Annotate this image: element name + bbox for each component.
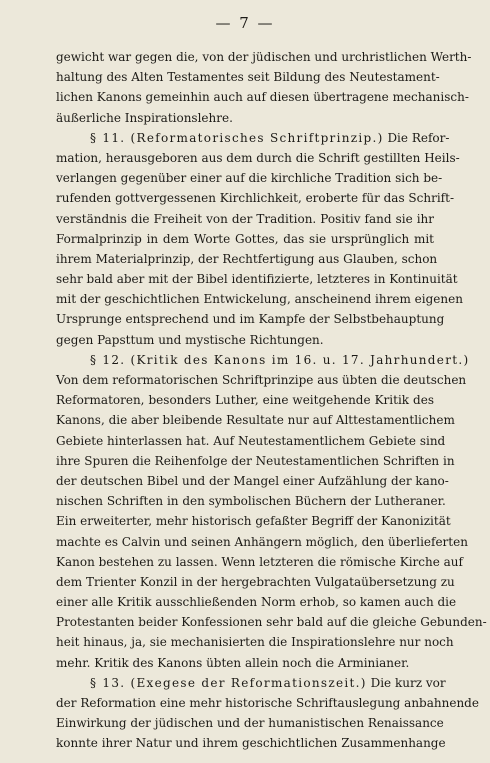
body-text xyxy=(56,47,487,754)
text-line: gegen Papsttum und mystische Richtungen. xyxy=(56,332,324,347)
text-line: Kanons, die aber bleibende Resultate nur auf Alttestamentlichem xyxy=(56,413,455,428)
text-line: der deutschen Bibel und der Mangel einer Aufzählung der kano- xyxy=(56,473,449,488)
text-line: mit der geschichtlichen Entwickelung, anscheinend ihrem eigenen xyxy=(56,292,463,307)
text-line: Protestanten beider Konfessionen sehr bald auf die gleiche Gebunden- xyxy=(56,615,487,630)
page-number: — 7 — xyxy=(215,14,275,32)
text-line: der Reformation eine mehr historische Schriftauslegung anbahnende xyxy=(56,696,479,710)
text-line: verlangen gegenüber einer auf die kirchliche Tradition sich be- xyxy=(56,171,443,186)
text-line: Reformatoren, besonders Luther, eine weitgehende Kritik des xyxy=(56,393,434,408)
text-line: ihrem Materialprinzip, der Rechtfertigung aus Glauben, schon xyxy=(56,251,438,266)
text-line: mation, herausgeboren aus dem durch die Schrift gestillten Heils- xyxy=(56,150,460,165)
text-line: Von dem reformatorischen Schriftprinzipe aus übten die deutschen xyxy=(56,373,467,387)
text-line: sehr bald aber mit der Bibel identifizierte, letzteres in Kontinuität xyxy=(56,272,458,287)
text-line: rufenden gottvergessenen Kirchlichkeit, eroberte für das Schrift- xyxy=(56,191,454,206)
text-fragment: Die Refor- xyxy=(387,130,450,145)
section-heading: § 11. (Reformatorisches Schriftprinzip.) xyxy=(90,130,384,145)
text-line: äußerliche Inspirationslehre. xyxy=(56,110,233,125)
text-line: konnte ihrer Natur und ihrem geschichtlichen Zusammenhange xyxy=(56,736,446,751)
text-line: Ursprunge entsprechend und im Kampfe der Selbstbehauptung xyxy=(56,312,445,327)
text-line: nischen Schriften in den symbolischen Büchern der Lutheraner. xyxy=(56,494,446,509)
text-line: Formalprinzip in dem Worte Gottes, das sie ursprünglich mit xyxy=(56,231,434,246)
section-12-first-line xyxy=(56,350,470,370)
section-heading: § 13. (Exegese der Reformationszeit.) xyxy=(90,675,367,690)
text-line: lichen Kanons gemeinhin auch auf diesen übertragene mechanisch- xyxy=(56,90,469,105)
text-line: ihre Spuren die Reihenfolge der Neutestamentlichen Schriften in xyxy=(56,453,455,468)
text-line: Einwirkung der jüdischen und der humanistischen Renaissance xyxy=(56,716,444,731)
text-line: Kanon bestehen zu lassen. Wenn letzteren die römische Kirche auf xyxy=(56,554,463,569)
text-line: dem Trienter Konzil in der hergebrachten Vulgataübersetzung zu xyxy=(56,574,455,589)
text-line: machte es Calvin und seinen Anhängern möglich, den überlieferten xyxy=(56,534,468,549)
text-line: Ein erweiterter, mehr historisch gefaßter Begriff der Kanonizität xyxy=(56,514,451,529)
text-line: einer alle Kritik ausschließenden Norm erhob, so kamen auch die xyxy=(56,595,457,610)
text-line: verständnis die Freiheit von der Tradition. Positiv fand sie ihr xyxy=(56,211,434,226)
text-line: heit hinaus, ja, sie mechanisierten die Inspirationslehre nur noch xyxy=(56,635,454,650)
text-line: gewicht war gegen die, von der jüdischen und urchristlichen Werth- xyxy=(56,50,472,64)
text-line: haltung des Alten Testamentes seit Bildung des Neutestament- xyxy=(56,70,440,85)
section-13-first-line xyxy=(56,673,446,693)
text-line: Gebiete hinterlassen hat. Auf Neutestamentlichem Gebiete sind xyxy=(56,433,446,448)
text-line: mehr. Kritik des Kanons übten allein noch die Arminianer. xyxy=(56,655,410,670)
section-11-first-line xyxy=(56,128,450,148)
section-heading: § 12. (Kritik des Kanons im 16. u. 17. Jahrhundert.) xyxy=(90,352,470,367)
text-fragment: Die kurz vor xyxy=(370,675,446,690)
